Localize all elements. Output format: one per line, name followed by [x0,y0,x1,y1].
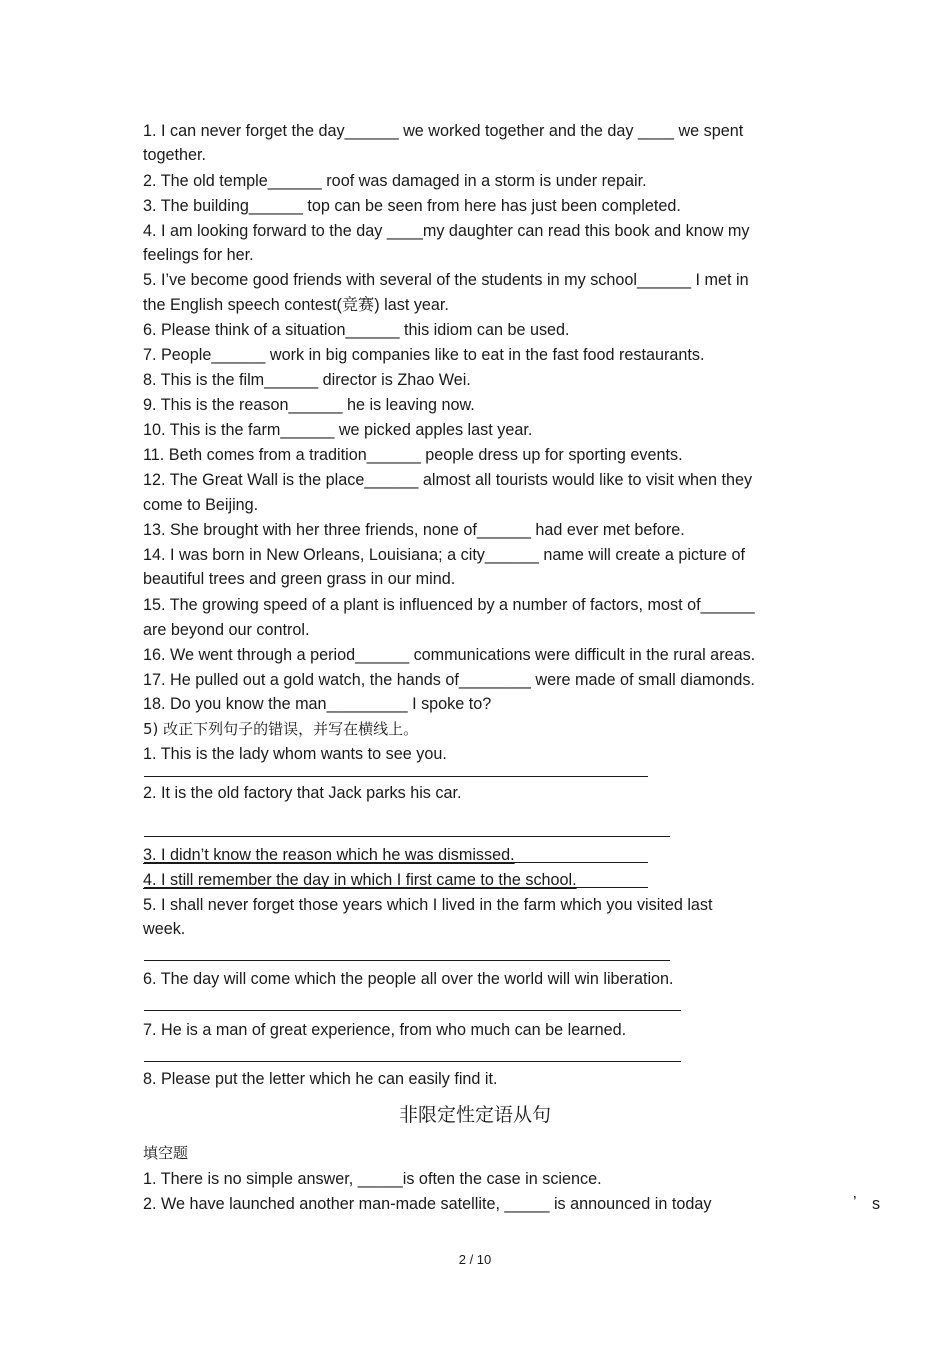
sentence-1-line-1: 1. I can never forget the day______ we worked together and the day ____ we spent [143,122,744,140]
answer-line-7 [144,1061,681,1062]
sentence-1-line-2: together. [143,146,207,164]
sentence-9: 9. This is the reason______ he is leaving now. [143,396,475,414]
answer-line-4 [144,887,648,888]
correction-heading: 5) 改正下列句子的错误，并写在横线上。 [143,720,419,738]
sentence-12-line-2: come to Beijing. [143,496,259,514]
correction-item-6: 6. The day will come which the people all over the world will win liberation. [143,970,674,988]
nonrestrictive-item-1: 1. There is no simple answer, _____is often the case in science. [143,1170,602,1188]
correction-item-3: 3. I didn’t know the reason which he was dismissed. [143,846,515,864]
possessive-suffix: s [872,1195,881,1213]
sentence-8: 8. This is the film______ director is Zhao Wei. [143,371,471,389]
sentence-10: 10. This is the farm______ we picked apples last year. [143,421,533,439]
sentence-7: 7. People______ work in big companies like to eat in the fast food restaurants. [143,346,705,364]
sentence-12-line-1: 12. The Great Wall is the place______ almost all tourists would like to visit when they [143,471,753,489]
sentence-18: 18. Do you know the man_________ I spoke to? [143,695,492,713]
sentence-4-line-1: 4. I am looking forward to the day ____my daughter can read this book and know my [143,222,750,240]
page-number: 2 / 10 [458,1252,492,1267]
correction-item-8: 8. Please put the letter which he can easily find it. [143,1070,498,1088]
fill-blank-heading: 填空题 [143,1144,189,1162]
correction-item-1: 1. This is the lady whom wants to see you. [143,745,447,763]
sentence-16: 16. We went through a period______ communications were difficult in the rural areas. [143,646,756,664]
sentence-6: 6. Please think of a situation______ this idiom can be used. [143,321,570,339]
sentence-5-line-2: the English speech contest(竞赛) last year. [143,296,449,314]
correction-item-5-line-1: 5. I shall never forget those years which I lived in the farm which you visited last [143,896,713,914]
sentence-14-line-2: beautiful trees and green grass in our mind. [143,570,456,588]
sentence-3: 3. The building______ top can be seen from here has just been completed. [143,197,681,215]
sentence-11: 11. Beth comes from a tradition______ people dress up for sporting events. [143,446,683,464]
correction-item-7: 7. He is a man of great experience, from who much can be learned. [143,1021,627,1039]
sentence-17: 17. He pulled out a gold watch, the hands of________ were made of small diamonds. [143,671,755,689]
nonrestrictive-item-2: 2. We have launched another man-made satellite, _____ is announced in today [143,1195,712,1213]
answer-line-6 [144,1010,681,1011]
correction-item-4: 4. I still remember the day in which I first came to the school. [143,871,577,889]
sentence-15-line-1: 15. The growing speed of a plant is influenced by a number of factors, most of______ [143,596,755,614]
correction-item-5-line-2: week. [143,920,186,938]
answer-line-5 [144,960,670,961]
answer-line-2 [144,836,670,837]
sentence-14-line-1: 14. I was born in New Orleans, Louisiana; a city______ name will create a picture of [143,546,745,564]
section-title: 非限定性定语从句 [398,1104,551,1126]
answer-line-3 [144,862,648,863]
sentence-2: 2. The old temple______ roof was damaged in a storm is under repair. [143,172,647,190]
answer-line-1 [144,776,648,777]
apostrophe-mark: ’ [853,1194,857,1211]
sentence-13: 13. She brought with her three friends, none of______ had ever met before. [143,521,685,539]
sentence-15-line-2: are beyond our control. [143,621,310,639]
correction-item-2: 2. It is the old factory that Jack parks his car. [143,784,462,802]
sentence-5-line-1: 5. I’ve become good friends with several of the students in my school______ I met in [143,271,749,289]
sentence-4-line-2: feelings for her. [143,246,254,264]
